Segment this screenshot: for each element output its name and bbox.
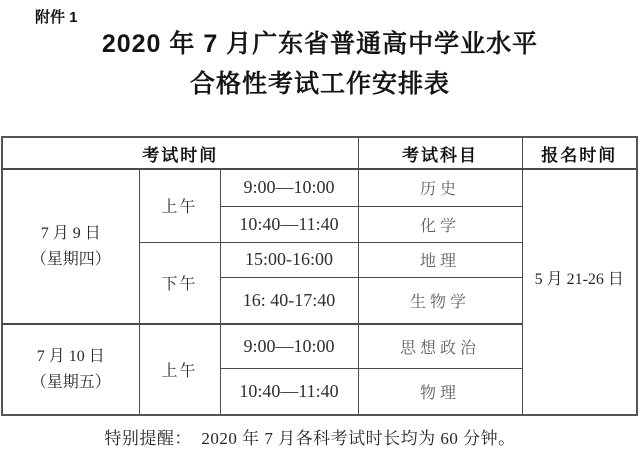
subject-cell-biology: 生物学 <box>358 277 522 324</box>
header-exam-subject: 考试科目 <box>358 137 522 169</box>
page-title <box>0 24 640 104</box>
date-cell-july-10 <box>2 324 139 415</box>
subject-cell-chemistry: 化学 <box>358 206 522 242</box>
page-title-line-1: 2020 年 7 月广东省普通高中学业水平 <box>101 30 539 58</box>
time-cell: 16: 40-17:40 <box>220 277 358 324</box>
time-cell: 9:00—10:00 <box>220 169 358 206</box>
subject-cell-politics: 思想政治 <box>358 324 522 368</box>
time-cell: 15:00-16:00 <box>220 242 358 277</box>
subject-cell-physics: 物理 <box>358 368 522 415</box>
session-cell-afternoon: 下午 <box>139 242 220 324</box>
time-cell: 9:00—10:00 <box>220 324 358 368</box>
session-cell-morning: 上午 <box>139 324 220 415</box>
table-header-row <box>2 137 637 169</box>
header-registration-time: 报名时间 <box>522 137 637 169</box>
weekday-text: （星期四） <box>30 250 111 268</box>
date-text: 7 月 9 日 <box>40 224 101 242</box>
weekday-text: （星期五） <box>30 373 111 391</box>
date-text: 7 月 10 日 <box>36 347 105 365</box>
subject-cell-history: 历史 <box>358 169 522 206</box>
time-cell: 10:40—11:40 <box>220 368 358 415</box>
page-title-line-2: 合格性考试工作安排表 <box>189 70 450 98</box>
subject-cell-geography: 地理 <box>358 242 522 277</box>
registration-period-cell: 5 月 21-26 日 <box>522 169 637 415</box>
header-exam-time: 考试时间 <box>2 137 358 169</box>
special-reminder-note: 特别提醒： 2020 年 7 月各科考试时长均为 60 分钟。 <box>104 429 516 448</box>
date-cell-july-9 <box>2 169 139 324</box>
attachment-label: 附件 1 <box>35 9 78 26</box>
session-cell-morning: 上午 <box>139 169 220 242</box>
exam-schedule-table <box>1 136 638 416</box>
time-cell: 10:40—11:40 <box>220 206 358 242</box>
table-row <box>2 169 637 206</box>
